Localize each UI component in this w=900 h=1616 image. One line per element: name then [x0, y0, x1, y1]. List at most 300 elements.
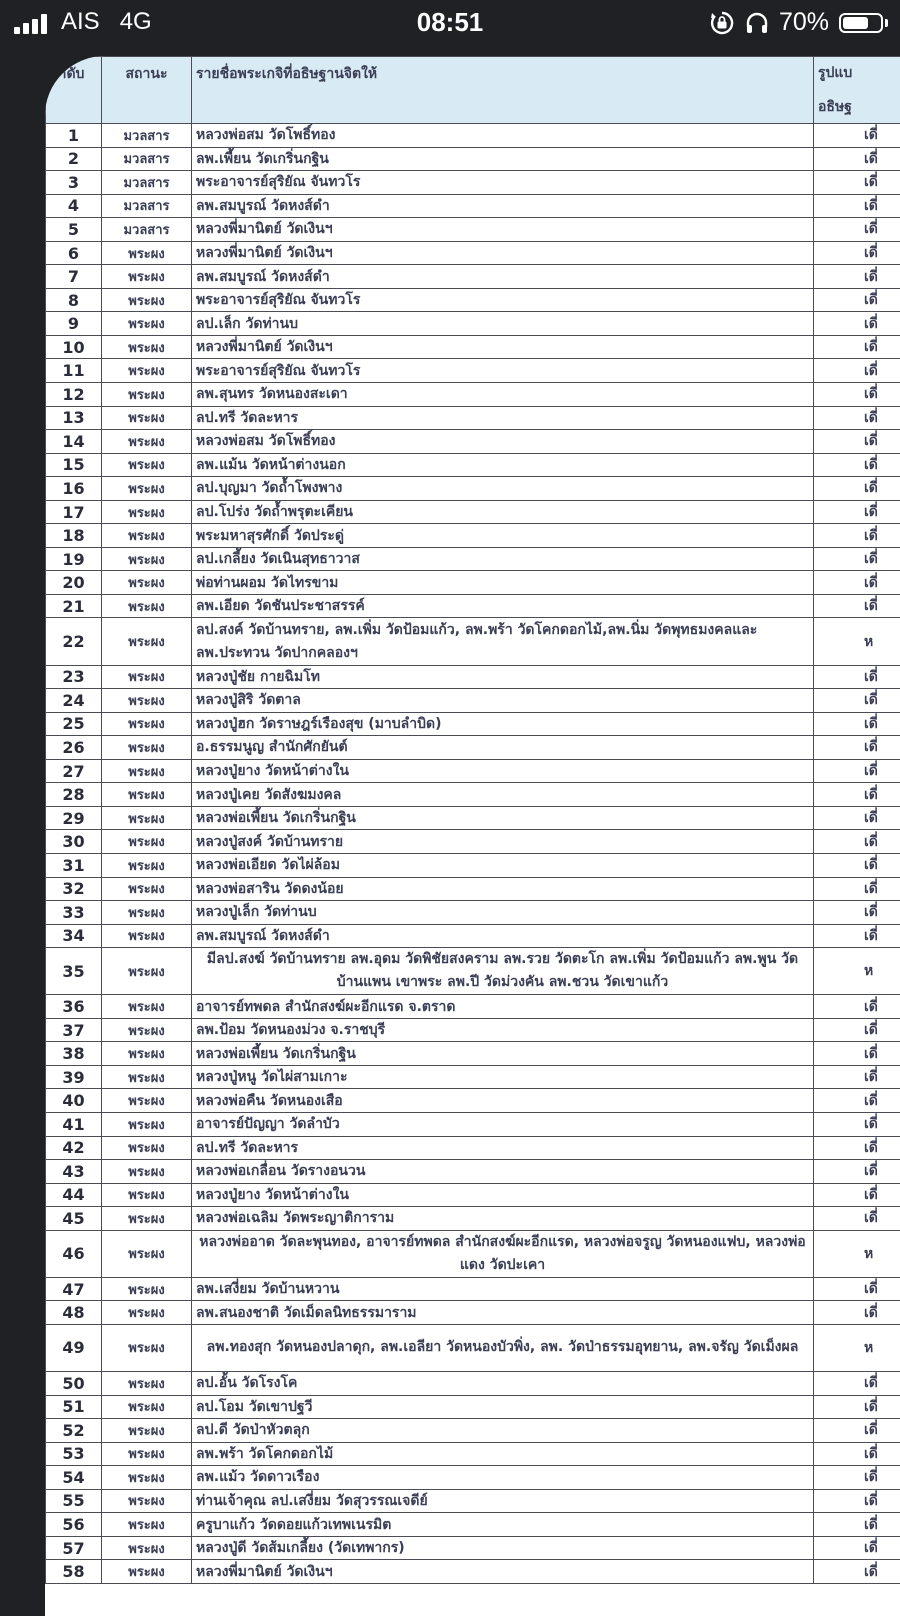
row-type: เดี่	[814, 430, 900, 454]
row-type: เดี่	[814, 759, 900, 783]
row-names: หลวงพ่อเอียด วัดไผ่ล้อม	[192, 853, 814, 877]
table-row	[46, 1112, 900, 1136]
row-type: เดี่	[814, 1065, 900, 1089]
row-type: เดี่	[814, 665, 900, 689]
row-names: พระมหาสุรศักดิ์ วัดประดู่	[192, 524, 814, 548]
monk-list-table	[45, 56, 900, 1584]
header-status: สถานะ	[102, 57, 192, 124]
row-type: เดี่	[814, 830, 900, 854]
row-number: 33	[46, 901, 102, 925]
row-names: หลวงพ่อเฉลิม วัดพระญาติการาม	[192, 1207, 814, 1231]
row-status: พระผง	[102, 665, 192, 689]
row-number: 36	[46, 995, 102, 1019]
row-names: ลพ.เสงี่ยม วัดบ้านหวาน	[192, 1277, 814, 1301]
row-status: พระผง	[102, 712, 192, 736]
row-names: มีลป.สงฆ์ วัดบ้านทราย ลพ.อุดม วัดพิชัยสงคราม ลพ.รวย วัดตะโก ลพ.เพิ่ม วัดป้อมแก้ว ลพ.พูน วัดบ้านแพน เขาพระ ลพ.ปี วัดม่วงคัน ลพ.ชวน วัดเขาแก้ว	[192, 948, 814, 995]
row-names: ลพ.สุนทร วัดหนองสะเดา	[192, 383, 814, 407]
row-type: เดี่	[814, 194, 900, 218]
table-row	[46, 1089, 900, 1113]
row-names: หลวงพ่อคืน วัดหนองเสือ	[192, 1089, 814, 1113]
table-row	[46, 830, 900, 854]
table-row	[46, 171, 900, 195]
row-names: ลพ.เพี้ยน วัดเกริ่นกฐิน	[192, 147, 814, 171]
table-row	[46, 312, 900, 336]
row-status: พระผง	[102, 995, 192, 1019]
table-row	[46, 1466, 900, 1490]
table-row	[46, 1419, 900, 1443]
row-number: 22	[46, 618, 102, 665]
table-row	[46, 853, 900, 877]
table-row	[46, 712, 900, 736]
row-names: หลวงพ่อเพี้ยน วัดเกริ่นกฐิน	[192, 806, 814, 830]
row-status: มวลสาร	[102, 147, 192, 171]
row-type: เดี่	[814, 571, 900, 595]
table-row	[46, 1560, 900, 1584]
row-status: พระผง	[102, 453, 192, 477]
row-status: พระผง	[102, 783, 192, 807]
table-row	[46, 524, 900, 548]
row-type: เดี่	[814, 1371, 900, 1395]
row-type: เดี่	[814, 383, 900, 407]
row-type: เดี่	[814, 500, 900, 524]
table-row	[46, 1489, 900, 1513]
row-type: เดี่	[814, 594, 900, 618]
row-number: 49	[46, 1324, 102, 1371]
table-row	[46, 547, 900, 571]
row-number: 2	[46, 147, 102, 171]
row-names: หลวงพ่อสม วัดโพธิ์ทอง	[192, 430, 814, 454]
row-names: หลวงปู่ดี วัดส้มเกลี้ยง (วัดเทพากร)	[192, 1536, 814, 1560]
row-type: ห	[814, 1230, 900, 1277]
row-status: พระผง	[102, 1442, 192, 1466]
row-names: ลป.โปร่ง วัดถ้ำพรุตะเคียน	[192, 500, 814, 524]
row-number: 10	[46, 335, 102, 359]
row-type: เดี่	[814, 736, 900, 760]
row-status: พระผง	[102, 1207, 192, 1231]
row-names: หลวงพี่มานิตย์ วัดเงินฯ	[192, 218, 814, 242]
battery-icon	[839, 13, 888, 33]
row-type: เดี่	[814, 241, 900, 265]
row-number: 42	[46, 1136, 102, 1160]
row-number: 14	[46, 430, 102, 454]
table-row	[46, 901, 900, 925]
row-type: เดี่	[814, 1513, 900, 1537]
row-type: เดี่	[814, 1089, 900, 1113]
table-row	[46, 241, 900, 265]
row-names: ลป.โอม วัดเขาปฐวี	[192, 1395, 814, 1419]
row-number: 8	[46, 288, 102, 312]
row-type: เดี่	[814, 1183, 900, 1207]
row-status: พระผง	[102, 1419, 192, 1443]
row-status: พระผง	[102, 359, 192, 383]
table-row	[46, 948, 900, 995]
row-status: พระผง	[102, 924, 192, 948]
table-row	[46, 665, 900, 689]
row-names: ลป.ดี วัดป่าหัวตลุก	[192, 1419, 814, 1443]
row-number: 5	[46, 218, 102, 242]
row-number: 57	[46, 1536, 102, 1560]
row-type: เดี่	[814, 877, 900, 901]
table-row	[46, 736, 900, 760]
row-status: พระผง	[102, 1112, 192, 1136]
row-names: หลวงปู่หนู วัดไผ่สามเกาะ	[192, 1065, 814, 1089]
row-type: ห	[814, 618, 900, 665]
row-status: มวลสาร	[102, 194, 192, 218]
row-names: หลวงปู่ฮก วัดราษฎร์เรืองสุข (มาบลำบิด)	[192, 712, 814, 736]
row-names: พระอาจารย์สุริยัณ จันทวโร	[192, 359, 814, 383]
row-number: 31	[46, 853, 102, 877]
row-number: 38	[46, 1042, 102, 1066]
row-names: อาจารย์ทพดล สำนักสงฆ์ผะอีกแรด จ.ตราด	[192, 995, 814, 1019]
table-row	[46, 1301, 900, 1325]
status-bar	[0, 0, 900, 52]
table-row	[46, 1065, 900, 1089]
table-row	[46, 1277, 900, 1301]
row-type: เดี่	[814, 335, 900, 359]
row-names: อ.ธรรมนูญ สำนักศักยันต์	[192, 736, 814, 760]
row-names: ลพ.พร้า วัดโคกดอกไม้	[192, 1442, 814, 1466]
table-row	[46, 430, 900, 454]
row-status: พระผง	[102, 1513, 192, 1537]
row-status: พระผง	[102, 806, 192, 830]
header-type	[814, 57, 900, 124]
table-row	[46, 1042, 900, 1066]
row-status: พระผง	[102, 1089, 192, 1113]
table-row	[46, 1536, 900, 1560]
row-names: หลวงปู่สงค์ วัดบ้านทราย	[192, 830, 814, 854]
row-number: 48	[46, 1301, 102, 1325]
row-status: พระผง	[102, 1136, 192, 1160]
table-row	[46, 1183, 900, 1207]
row-status: พระผง	[102, 1065, 192, 1089]
row-names: หลวงปู่สิริ วัดตาล	[192, 689, 814, 713]
row-type: เดี่	[814, 1018, 900, 1042]
row-type: เดี่	[814, 265, 900, 289]
row-number: 35	[46, 948, 102, 995]
row-type: เดี่	[814, 1419, 900, 1443]
row-type: เดี่	[814, 1277, 900, 1301]
row-status: พระผง	[102, 430, 192, 454]
row-number: 12	[46, 383, 102, 407]
row-type: เดี่	[814, 1560, 900, 1584]
row-status: พระผง	[102, 759, 192, 783]
table-row	[46, 500, 900, 524]
row-status: พระผง	[102, 312, 192, 336]
table-row	[46, 383, 900, 407]
row-names: ลป.อั้น วัดโรงโค	[192, 1371, 814, 1395]
row-status: พระผง	[102, 500, 192, 524]
row-names: หลวงปู่เล็ก วัดท่านบ	[192, 901, 814, 925]
table-row	[46, 759, 900, 783]
row-status: พระผง	[102, 877, 192, 901]
row-number: 44	[46, 1183, 102, 1207]
table-row	[46, 1513, 900, 1537]
row-number: 21	[46, 594, 102, 618]
clock: 08:51	[0, 7, 900, 38]
row-type: เดี่	[814, 1136, 900, 1160]
battery-percent: 70%	[779, 8, 829, 37]
row-type: เดี่	[814, 124, 900, 148]
header-type-bottom: อธิษฐ	[818, 97, 900, 117]
row-type: เดี่	[814, 806, 900, 830]
row-status: พระผง	[102, 901, 192, 925]
row-type: เดี่	[814, 1489, 900, 1513]
row-status: พระผง	[102, 241, 192, 265]
row-type: เดี่	[814, 406, 900, 430]
row-number: 27	[46, 759, 102, 783]
row-status: มวลสาร	[102, 124, 192, 148]
row-number: 15	[46, 453, 102, 477]
table-row	[46, 877, 900, 901]
row-number: 7	[46, 265, 102, 289]
row-type: เดี่	[814, 1466, 900, 1490]
row-names: ลป.ทรี วัดละหาร	[192, 1136, 814, 1160]
row-number: 3	[46, 171, 102, 195]
row-number: 53	[46, 1442, 102, 1466]
row-names: ลพ.สมบูรณ์ วัดหงส์ดำ	[192, 924, 814, 948]
row-type: เดี่	[814, 1207, 900, 1231]
row-status: มวลสาร	[102, 171, 192, 195]
table-row	[46, 1371, 900, 1395]
row-type: ห	[814, 948, 900, 995]
row-status: พระผง	[102, 594, 192, 618]
row-names: หลวงปู่ชัย กายฉิมโท	[192, 665, 814, 689]
row-number: 25	[46, 712, 102, 736]
row-number: 37	[46, 1018, 102, 1042]
table-row	[46, 783, 900, 807]
row-names: ลพ.แม้น วัดหน้าต่างนอก	[192, 453, 814, 477]
table-row	[46, 571, 900, 595]
row-status: พระผง	[102, 383, 192, 407]
row-type: เดี่	[814, 689, 900, 713]
row-number: 52	[46, 1419, 102, 1443]
row-status: พระผง	[102, 406, 192, 430]
row-names: หลวงปู่ยาง วัดหน้าต่างใน	[192, 759, 814, 783]
row-status: พระผง	[102, 1371, 192, 1395]
table-row	[46, 1442, 900, 1466]
headphones-icon	[745, 11, 769, 35]
table-row	[46, 1324, 900, 1371]
row-number: 29	[46, 806, 102, 830]
row-status: พระผง	[102, 830, 192, 854]
table-row	[46, 453, 900, 477]
row-number: 23	[46, 665, 102, 689]
row-number: 24	[46, 689, 102, 713]
header-no: ลำดับ	[46, 57, 102, 124]
table-row	[46, 1136, 900, 1160]
header-names: รายชื่อพระเกจิที่อธิษฐานจิตให้	[192, 57, 814, 124]
table-row	[46, 618, 900, 665]
network-type: 4G	[120, 8, 152, 35]
row-status: พระผง	[102, 689, 192, 713]
table-row	[46, 924, 900, 948]
row-names: หลวงปู่ยาง วัดหน้าต่างใน	[192, 1183, 814, 1207]
row-names: หลวงพ่ออาด วัดละพุนทอง, อาจารย์ทพดล สำนักสงฆ์ผะอีกแรด, หลวงพ่อจรูญ วัดหนองแฟบ, หลวงพ่อแดง วัดปะเคา	[192, 1230, 814, 1277]
row-names: ลพ.ทองสุก วัดหนองปลาดุก, ลพ.เอลียา วัดหนองบัวพิ่ง, ลพ. วัดป่าธรรมอุทยาน, ลพ.จรัญ วัดเม็งผล	[192, 1324, 814, 1371]
carrier-name: AIS	[61, 8, 100, 35]
row-type: เดี่	[814, 995, 900, 1019]
row-type: ห	[814, 1324, 900, 1371]
row-status: พระผง	[102, 288, 192, 312]
row-status: พระผง	[102, 1230, 192, 1277]
row-type: เดี่	[814, 1536, 900, 1560]
row-names: หลวงพ่อสาริน วัดดงน้อย	[192, 877, 814, 901]
table-row	[46, 477, 900, 501]
row-type: เดี่	[814, 853, 900, 877]
row-names: พระอาจารย์สุริยัณ จันทวโร	[192, 171, 814, 195]
row-number: 6	[46, 241, 102, 265]
row-status: พระผง	[102, 1301, 192, 1325]
row-status: พระผง	[102, 1560, 192, 1584]
row-names: ลพ.สมบูรณ์ วัดหงส์ดำ	[192, 194, 814, 218]
row-status: พระผง	[102, 477, 192, 501]
row-number: 32	[46, 877, 102, 901]
row-status: พระผง	[102, 265, 192, 289]
row-type: เดี่	[814, 359, 900, 383]
row-names: ลป.ทรี วัดละหาร	[192, 406, 814, 430]
row-number: 28	[46, 783, 102, 807]
row-number: 50	[46, 1371, 102, 1395]
table-row	[46, 288, 900, 312]
row-type: เดี่	[814, 288, 900, 312]
row-type: เดี่	[814, 312, 900, 336]
row-number: 47	[46, 1277, 102, 1301]
row-number: 30	[46, 830, 102, 854]
row-number: 1	[46, 124, 102, 148]
header-type-top: รูปแบ	[818, 63, 900, 83]
row-number: 13	[46, 406, 102, 430]
status-icons	[709, 8, 888, 37]
table-row	[46, 1160, 900, 1184]
row-type: เดี่	[814, 901, 900, 925]
row-type: เดี่	[814, 1112, 900, 1136]
row-type: เดี่	[814, 1301, 900, 1325]
row-type: เดี่	[814, 1395, 900, 1419]
row-type: เดี่	[814, 477, 900, 501]
row-type: เดี่	[814, 171, 900, 195]
row-number: 11	[46, 359, 102, 383]
row-names: หลวงพ่อสม วัดโพธิ์ทอง	[192, 124, 814, 148]
row-names: อาจารย์ปัญญา วัดลำบัว	[192, 1112, 814, 1136]
row-type: เดี่	[814, 712, 900, 736]
table-row	[46, 594, 900, 618]
row-names: หลวงพี่มานิตย์ วัดเงินฯ	[192, 241, 814, 265]
row-type: เดี่	[814, 524, 900, 548]
table-row	[46, 335, 900, 359]
row-number: 26	[46, 736, 102, 760]
row-number: 4	[46, 194, 102, 218]
row-names: ลพ.สมบูรณ์ วัดหงส์ดำ	[192, 265, 814, 289]
row-names: ลพ.แม้ว วัดดาวเรือง	[192, 1466, 814, 1490]
row-status: พระผง	[102, 736, 192, 760]
row-names: หลวงปู่เคย วัดสังฆมงคล	[192, 783, 814, 807]
row-names: ลพ.ป้อม วัดหนองม่วง จ.ราชบุรี	[192, 1018, 814, 1042]
row-number: 56	[46, 1513, 102, 1537]
table-row	[46, 194, 900, 218]
row-status: พระผง	[102, 948, 192, 995]
row-number: 58	[46, 1560, 102, 1584]
row-status: พระผง	[102, 618, 192, 665]
table-row	[46, 995, 900, 1019]
table-row	[46, 124, 900, 148]
row-status: มวลสาร	[102, 218, 192, 242]
table-row	[46, 265, 900, 289]
row-status: พระผง	[102, 1042, 192, 1066]
table-row	[46, 1395, 900, 1419]
row-number: 18	[46, 524, 102, 548]
row-number: 54	[46, 1466, 102, 1490]
table-row	[46, 1207, 900, 1231]
row-number: 17	[46, 500, 102, 524]
row-status: พระผง	[102, 1183, 192, 1207]
row-status: พระผง	[102, 1395, 192, 1419]
row-type: เดี่	[814, 218, 900, 242]
row-type: เดี่	[814, 547, 900, 571]
row-type: เดี่	[814, 147, 900, 171]
row-names: หลวงพ่อเกลื่อน วัดรางอนวน	[192, 1160, 814, 1184]
row-number: 9	[46, 312, 102, 336]
row-names: ลป.เล็ก วัดท่านบ	[192, 312, 814, 336]
row-type: เดี่	[814, 1042, 900, 1066]
row-names: พ่อท่านผอม วัดไทรขาม	[192, 571, 814, 595]
row-number: 51	[46, 1395, 102, 1419]
row-number: 55	[46, 1489, 102, 1513]
document-image[interactable]	[45, 56, 900, 1616]
table-header-row	[46, 57, 900, 124]
row-status: พระผง	[102, 1018, 192, 1042]
row-status: พระผง	[102, 571, 192, 595]
row-status: พระผง	[102, 1160, 192, 1184]
row-type: เดี่	[814, 783, 900, 807]
row-names: หลวงพ่อเพี้ยน วัดเกริ่นกฐิน	[192, 1042, 814, 1066]
row-status: พระผง	[102, 1536, 192, 1560]
row-number: 19	[46, 547, 102, 571]
table-row	[46, 147, 900, 171]
row-status: พระผง	[102, 853, 192, 877]
table-row	[46, 1018, 900, 1042]
row-number: 45	[46, 1207, 102, 1231]
table-body	[46, 124, 900, 1584]
row-status: พระผง	[102, 1489, 192, 1513]
orientation-lock-icon	[709, 10, 735, 36]
row-number: 40	[46, 1089, 102, 1113]
row-names: หลวงพี่มานิตย์ วัดเงินฯ	[192, 1560, 814, 1584]
row-status: พระผง	[102, 1277, 192, 1301]
row-names: ลพ.เอียด วัดชันประชาสรรค์	[192, 594, 814, 618]
row-number: 41	[46, 1112, 102, 1136]
table-row	[46, 406, 900, 430]
row-names: ลป.เกลี้ยง วัดเนินสุทธาวาส	[192, 547, 814, 571]
row-number: 39	[46, 1065, 102, 1089]
table-row	[46, 806, 900, 830]
row-status: พระผง	[102, 335, 192, 359]
table-row	[46, 1230, 900, 1277]
row-status: พระผง	[102, 547, 192, 571]
row-status: พระผง	[102, 1324, 192, 1371]
row-number: 46	[46, 1230, 102, 1277]
table-row	[46, 689, 900, 713]
row-number: 16	[46, 477, 102, 501]
row-names: ลพ.สนองชาติ วัดเม็ดลนิทธรรมาราม	[192, 1301, 814, 1325]
row-status: พระผง	[102, 524, 192, 548]
row-names: ลป.บุญมา วัดถ้ำโพงพาง	[192, 477, 814, 501]
row-type: เดี่	[814, 1442, 900, 1466]
table-row	[46, 359, 900, 383]
row-names: หลวงพี่มานิตย์ วัดเงินฯ	[192, 335, 814, 359]
row-number: 20	[46, 571, 102, 595]
row-type: เดี่	[814, 924, 900, 948]
row-status: พระผง	[102, 1466, 192, 1490]
